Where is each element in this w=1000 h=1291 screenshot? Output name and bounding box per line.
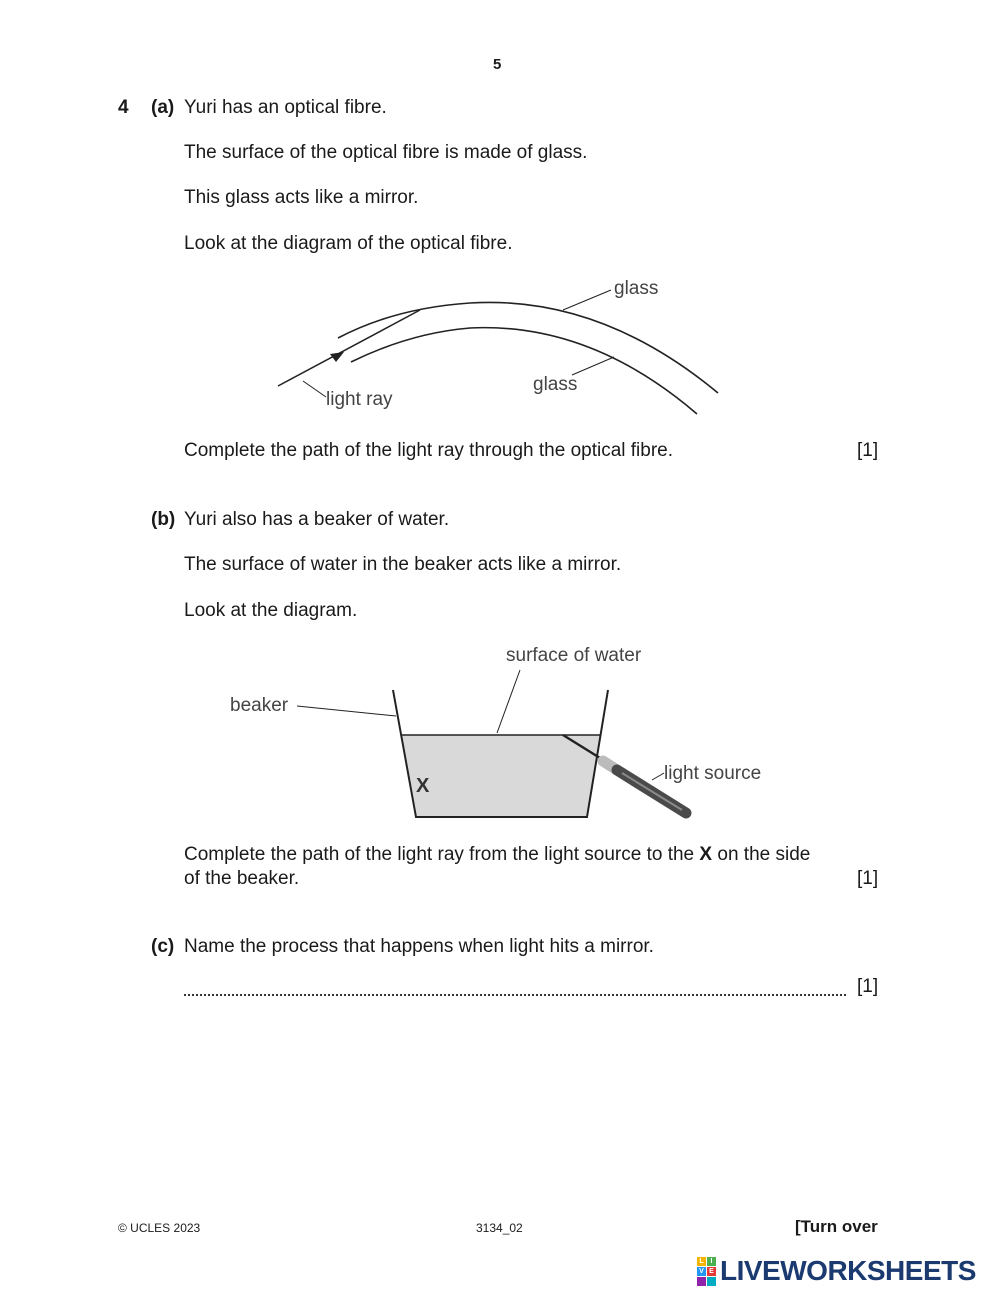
optical-fibre-diagram — [0, 0, 1000, 440]
part-b-line-2: The surface of water in the beaker acts like a mirror. — [184, 554, 622, 575]
glass-top-leader — [563, 290, 611, 310]
glass-top-label: glass — [614, 278, 659, 299]
light-ray-label: light ray — [326, 389, 393, 410]
question-number: 4 — [118, 97, 129, 118]
part-b-instruction-line-1 — [184, 844, 810, 866]
light-ray-leader — [303, 381, 326, 397]
footer-turn-over: [Turn over — [795, 1217, 878, 1236]
beaker-leader — [297, 706, 396, 716]
footer-copyright: © UCLES 2023 — [118, 1221, 201, 1235]
light-source-leader — [652, 773, 664, 780]
glass-bottom-leader — [572, 357, 614, 375]
fibre-outer-wall — [338, 302, 718, 393]
part-a-instruction: Complete the path of the light ray through the optical fibre. — [184, 440, 674, 461]
surface-of-water-label: surface of water — [506, 645, 642, 666]
part-a-line-4: Look at the diagram of the optical fibre. — [184, 233, 513, 254]
beaker-label: beaker — [230, 695, 289, 716]
logo-blocks-icon — [697, 1257, 716, 1286]
answer-line[interactable] — [184, 994, 846, 996]
page-number: 5 — [493, 56, 502, 73]
footer-code: 3134_02 — [476, 1221, 523, 1235]
part-a-line-3: This glass acts like a mirror. — [184, 187, 419, 208]
logo-block: I — [707, 1257, 716, 1266]
part-c-question: Name the process that happens when light hits a mirror. — [184, 936, 654, 957]
logo-block: E — [707, 1267, 716, 1276]
part-b-line-3: Look at the diagram. — [184, 600, 358, 621]
part-a-label: (a) — [151, 97, 175, 118]
light-source-label: light source — [664, 763, 762, 784]
instruction-x: X — [699, 844, 713, 865]
logo-block — [697, 1277, 706, 1286]
water-body — [401, 735, 600, 817]
part-a-marks: [1] — [857, 440, 879, 461]
part-a-line-2: The surface of the optical fibre is made of glass. — [184, 142, 588, 163]
liveworksheets-logo — [697, 1255, 976, 1287]
logo-block: V — [697, 1267, 706, 1276]
part-b-line-1: Yuri also has a beaker of water. — [184, 509, 450, 530]
logo-text: LIVEWORKSHEETS — [720, 1255, 976, 1286]
part-a-line-1: Yuri has an optical fibre. — [184, 97, 387, 118]
part-b-instruction-line-2: of the beaker. — [184, 868, 300, 889]
instruction-post: on the side — [712, 844, 811, 865]
logo-block — [707, 1277, 716, 1286]
x-mark: X — [416, 775, 430, 797]
fibre-inner-wall — [351, 328, 697, 414]
logo-block: L — [697, 1257, 706, 1266]
light-ray-line — [278, 310, 420, 386]
surface-leader — [497, 670, 520, 733]
part-b-label: (b) — [151, 509, 176, 530]
part-c-marks: [1] — [857, 976, 879, 997]
beaker-diagram — [0, 630, 1000, 840]
instruction-pre: Complete the path of the light ray from the light source to the — [184, 844, 700, 865]
part-b-marks: [1] — [857, 868, 879, 889]
part-c-label: (c) — [151, 936, 175, 957]
glass-bottom-label: glass — [533, 374, 578, 395]
